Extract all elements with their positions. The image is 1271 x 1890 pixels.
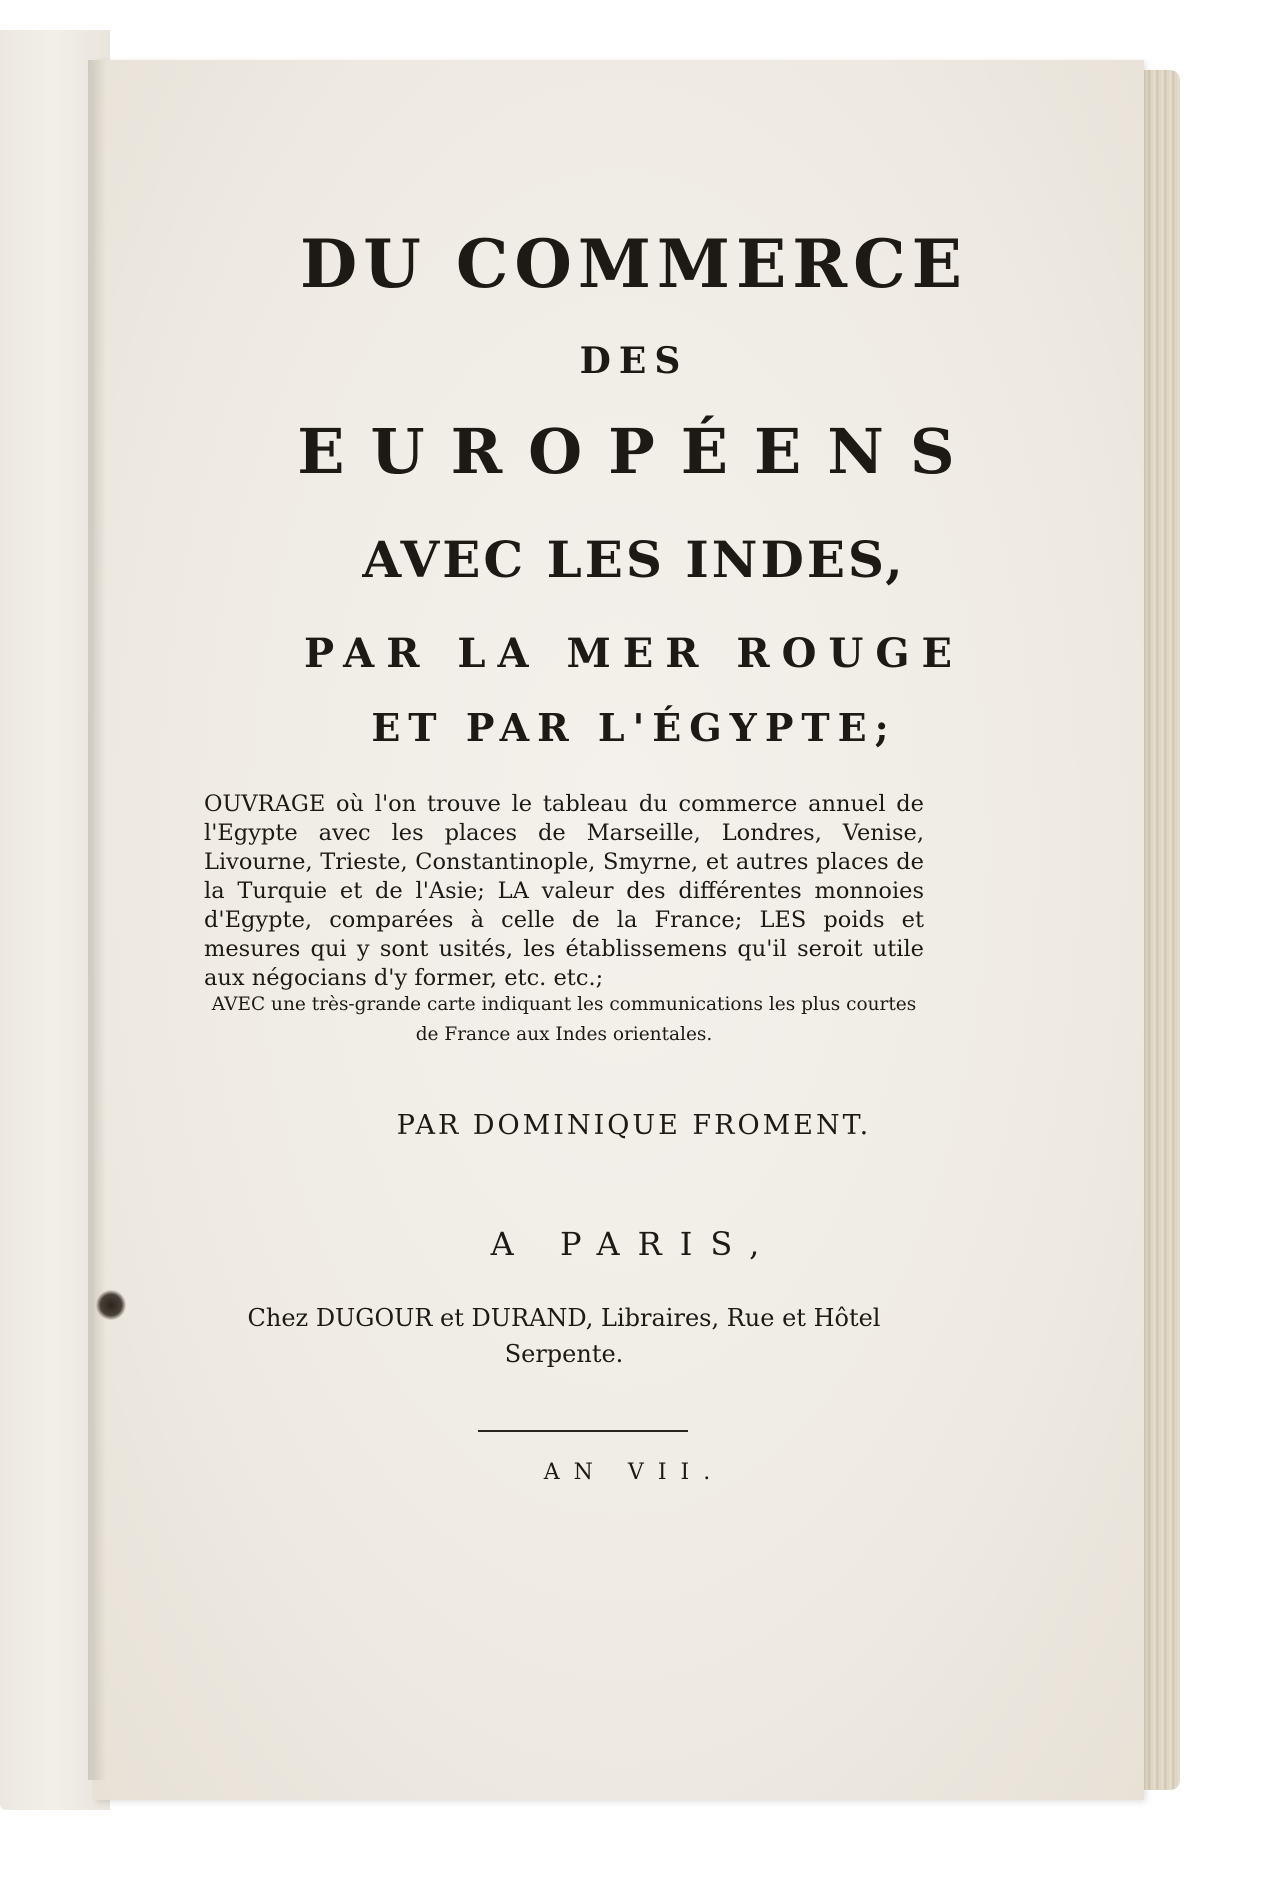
title-line-2: DES bbox=[579, 340, 689, 382]
title-page bbox=[94, 60, 1144, 1800]
imprint-year: AN VII. bbox=[543, 1460, 725, 1485]
imprint-publisher: Chez DUGOUR et DURAND, Libraires, Rue et Hôtel Serpente. bbox=[247, 1304, 881, 1368]
imprint-city: A PARIS, bbox=[490, 1225, 778, 1263]
description-paragraph: OUVRAGE où l'on trouve le tableau du commerce annuel de l'Egypte avec les places de Marseille, Londres, Venise, Livourne, Trieste, Constantinople, Smyrne, et autres places de la Turquie et de l'Asie; LA valeur des différentes monnoies d'Egypte, comparées à celle de la France; LES poids et mesures qui y sont usités, les établissemens qu'il seroit utile aux négocians d'y former, etc. etc.; bbox=[204, 791, 924, 991]
title-line-4: AVEC LES INDES, bbox=[362, 530, 906, 589]
title-line-6: ET PAR L'ÉGYPTE; bbox=[371, 705, 897, 750]
author-line: PAR DOMINIQUE FROMENT. bbox=[396, 1110, 872, 1141]
book-gutter bbox=[88, 60, 106, 1780]
map-note: AVEC une très-grande carte indiquant les communications les plus courtes de France aux Indes orientales. bbox=[211, 994, 917, 1045]
divider-rule bbox=[478, 1430, 688, 1432]
title-line-5: PAR LA MER ROUGE bbox=[303, 630, 964, 677]
ink-stain bbox=[96, 1290, 126, 1320]
title-line-3: EUROPÉENS bbox=[297, 415, 981, 488]
title-line-1: DU COMMERCE bbox=[300, 225, 968, 303]
